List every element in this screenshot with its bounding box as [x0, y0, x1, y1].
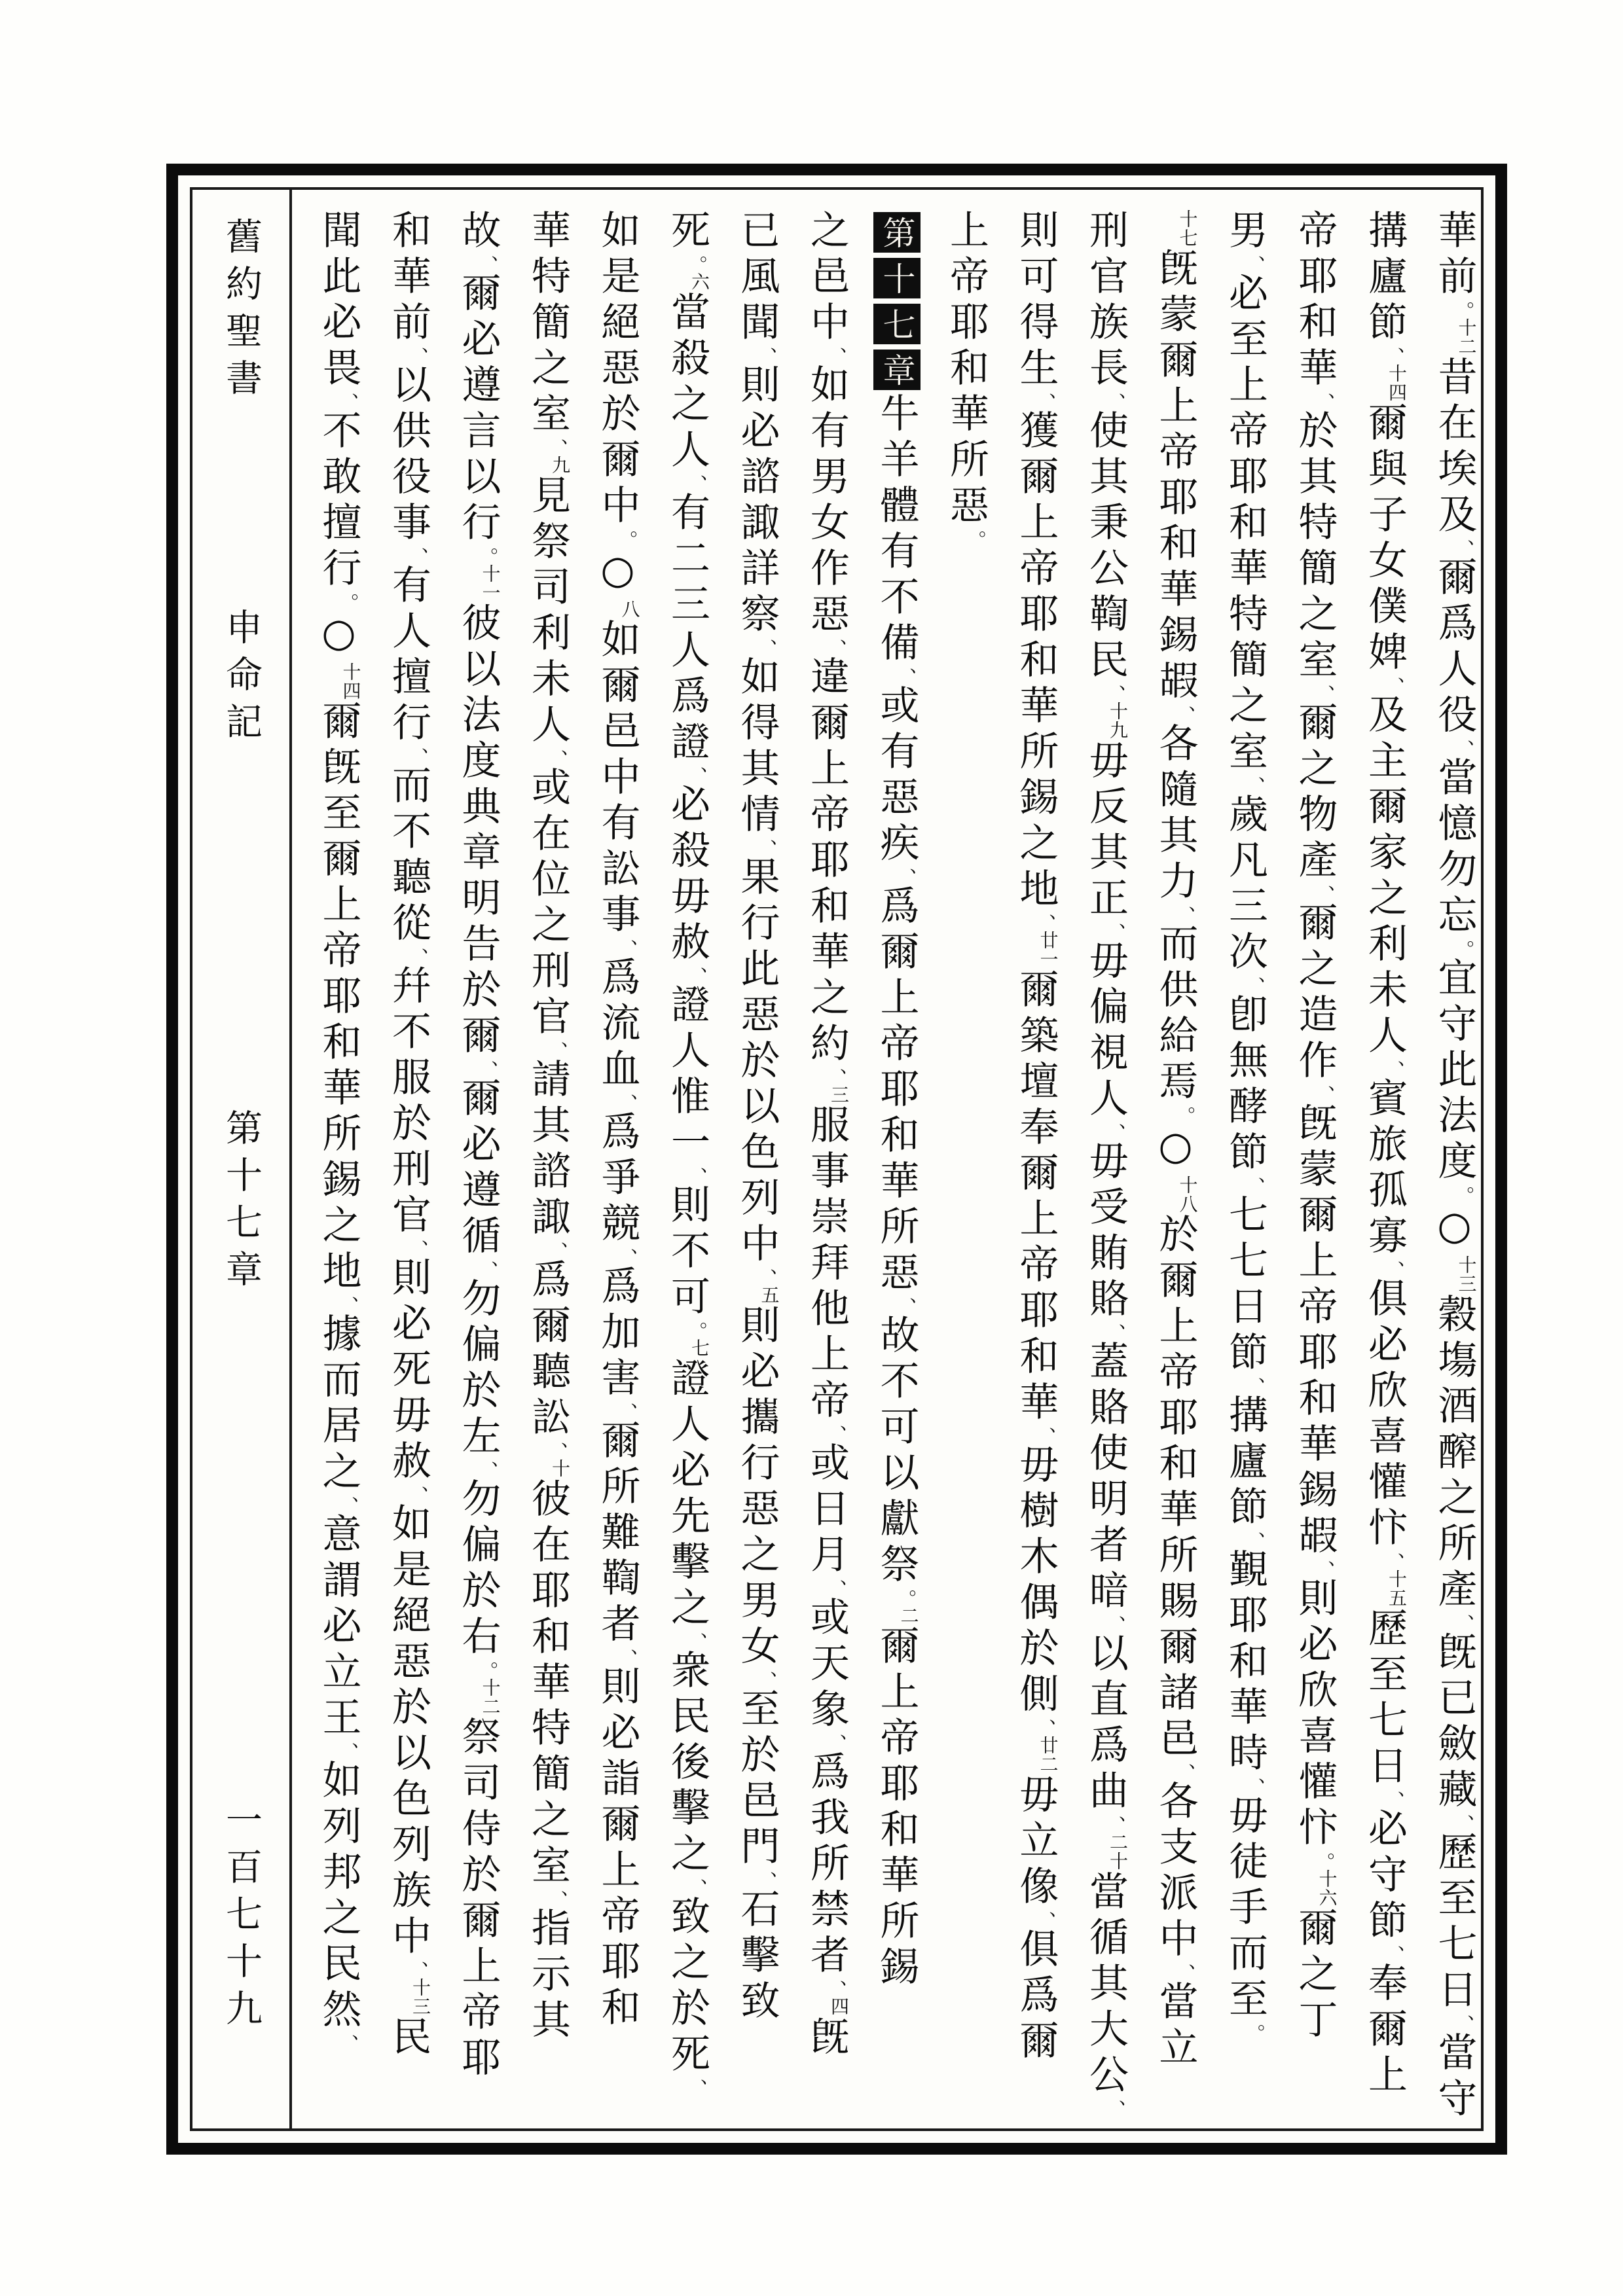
text-run: 已風聞 — [734, 209, 780, 347]
punctuation-mark: 、 — [1381, 1945, 1404, 1965]
punctuation-mark: 。 — [684, 1321, 707, 1341]
text-run: 證人必先擊之 — [665, 1357, 710, 1632]
text-run: 死 — [665, 209, 710, 255]
text-run: 宜守此法度 — [1431, 957, 1478, 1186]
punctuation-mark: 、 — [1103, 1323, 1125, 1343]
text-run: 有人擅行 — [386, 564, 431, 747]
punctuation-mark: 、 — [1242, 977, 1265, 996]
text-run: 毋反其正 — [1083, 740, 1129, 923]
text-run: 服事崇拜他上帝 — [804, 1104, 850, 1425]
text-run: 則必死毋赦 — [386, 1257, 431, 1486]
text-run: 指示其 — [525, 1907, 571, 2045]
text-run: 如有男女作惡 — [804, 364, 850, 639]
punctuation-mark: 、 — [824, 1068, 847, 1088]
text-run: 爲我所禁者 — [804, 1751, 850, 1980]
punctuation-mark: 、 — [475, 1060, 498, 1080]
text-run: ○ — [316, 610, 362, 662]
text-run: 彼以法度典章明告於爾 — [455, 602, 501, 1060]
text-run: 於其特簡之室 — [1292, 410, 1338, 685]
text-column — [932, 209, 1002, 2109]
text-run: 卽無酵節 — [1222, 994, 1268, 1177]
text-run: 而供給焉 — [1152, 923, 1199, 1106]
verse-number: 十九 — [1107, 702, 1129, 740]
inner-border — [190, 187, 1484, 2131]
punctuation-mark: 、 — [1451, 1814, 1474, 1834]
text-run: 爾必遵循 — [455, 1077, 501, 1261]
verse-number: 十五 — [1386, 1570, 1408, 1607]
punctuation-mark: 。 — [475, 547, 498, 567]
text-run: 以供役事 — [386, 364, 431, 547]
text-run: 各支派中 — [1152, 1780, 1199, 1964]
punctuation-mark: 、 — [684, 475, 707, 494]
punctuation-mark: 、 — [405, 347, 428, 367]
text-run: 或天象 — [804, 1596, 850, 1734]
text-run: 華前 — [1431, 209, 1478, 301]
punctuation-mark: 、 — [1381, 347, 1404, 367]
text-run: 牛羊體有不備 — [873, 393, 920, 668]
punctuation-mark: 、 — [1381, 1791, 1404, 1810]
text-run: 旣蒙爾上帝耶和華錫嘏 — [1152, 247, 1199, 706]
text-run: 俱必欣喜懽忭 — [1362, 1278, 1408, 1552]
text-run: 或在位之刑官 — [525, 766, 571, 1041]
punctuation-mark: 、 — [1451, 2015, 1474, 2034]
text-column — [792, 209, 862, 2109]
verse-number: 十一 — [479, 564, 501, 602]
punctuation-mark: 、 — [335, 2034, 359, 2054]
punctuation-mark: 、 — [893, 868, 917, 888]
text-run: 不敢擅行 — [316, 410, 362, 593]
text-run: 搆廬節 — [1222, 1394, 1268, 1532]
chapter-heading-box: 十 — [873, 258, 921, 298]
punctuation-mark: 、 — [545, 1041, 568, 1061]
punctuation-mark: 、 — [754, 1671, 777, 1691]
text-run: 則必攜行惡之男女 — [734, 1304, 780, 1671]
text-run: 致之於死 — [665, 1895, 710, 2079]
text-run: 有二三人爲證 — [665, 492, 710, 766]
verse-number: 五 — [758, 1285, 780, 1304]
punctuation-mark: 、 — [614, 1403, 638, 1422]
punctuation-mark: 。 — [1311, 1852, 1335, 1872]
punctuation-mark: 、 — [684, 1632, 707, 1652]
text-run: 如是絕惡於爾中 — [594, 209, 641, 530]
text-run: 當循其大公 — [1083, 1871, 1129, 2100]
text-run: 爾與子女僕婢 — [1362, 402, 1408, 677]
text-run: 當殺之人 — [665, 291, 710, 475]
text-run: 彼在耶和華特簡之室 — [525, 1478, 571, 1890]
text-run: 如得其情 — [734, 656, 780, 839]
text-run: 或日月 — [804, 1442, 850, 1579]
punctuation-mark: 、 — [1103, 1615, 1125, 1635]
punctuation-mark: 、 — [893, 668, 917, 687]
text-run: 爲爭競 — [594, 1111, 641, 1248]
punctuation-mark: 、 — [1032, 1911, 1056, 1931]
text-run: 賓旅孤寡 — [1362, 1077, 1408, 1261]
text-run: 則必詣爾上帝耶和 — [594, 1666, 641, 2032]
page-number: 一百七十九 — [220, 1801, 263, 2036]
text-run: 衆民後擊之 — [665, 1649, 710, 1878]
text-run: 旣已斂藏 — [1431, 1631, 1478, 1814]
punctuation-mark: 、 — [824, 639, 847, 658]
text-run: 爾之造作 — [1292, 902, 1338, 1085]
text-run: 各隨其力 — [1152, 723, 1199, 906]
verse-number: 十三 — [410, 1978, 431, 2016]
punctuation-mark: 、 — [545, 749, 568, 769]
punctuation-mark: 、 — [754, 1871, 777, 1891]
verse-number: 廿二 — [1037, 1736, 1059, 1774]
text-run: 如列邦之民然 — [316, 1759, 362, 2034]
punctuation-mark: 、 — [405, 1486, 428, 1505]
text-run: ○ — [594, 547, 641, 600]
text-run: 於爾上帝耶和華所賜爾諸邑 — [1152, 1213, 1199, 1763]
text-column — [304, 209, 374, 2109]
punctuation-mark: 、 — [1451, 539, 1474, 559]
text-column — [583, 209, 653, 2109]
text-run: 則必欣喜懽忭 — [1292, 1577, 1338, 1852]
verse-number: 十二 — [1455, 318, 1478, 356]
text-run: 證人惟一 — [665, 984, 710, 1167]
text-column — [862, 209, 932, 2109]
verse-number: 三 — [828, 1085, 850, 1104]
punctuation-mark: 、 — [1103, 1816, 1125, 1835]
text-run: 及主爾家之利未人 — [1362, 694, 1408, 1060]
text-run: 或有惡疾 — [873, 685, 920, 868]
punctuation-mark: 。 — [893, 1589, 917, 1609]
punctuation-mark: 、 — [545, 1442, 568, 1462]
text-run: 毋樹木偶於側 — [1013, 1444, 1059, 1719]
text-run: 歷至七日 — [1431, 1831, 1478, 2015]
punctuation-mark: 、 — [545, 1890, 568, 1910]
text-run: 如是絕惡於以色列族中 — [386, 1503, 431, 1961]
verse-number: 十六 — [1316, 1869, 1338, 1907]
punctuation-mark: 、 — [1103, 2100, 1125, 2119]
punctuation-mark: 、 — [1381, 1060, 1404, 1080]
text-run: 爾之物產 — [1292, 702, 1338, 885]
text-run: 必至上帝耶和華特簡之室 — [1222, 272, 1268, 776]
punctuation-mark: 、 — [684, 1167, 707, 1187]
verse-number: 十八 — [1176, 1175, 1199, 1213]
text-run: 男 — [1222, 209, 1268, 255]
text-run: 民 — [386, 2016, 431, 2062]
verse-number: 十 — [549, 1459, 571, 1478]
text-run: 穀塲酒醡之所產 — [1431, 1293, 1478, 1614]
text-column — [722, 209, 792, 2109]
text-run: 必守節 — [1362, 1808, 1408, 1945]
punctuation-mark: 、 — [1032, 393, 1056, 412]
verse-number: 二十 — [1107, 1833, 1129, 1871]
verse-number: 二 — [898, 1606, 920, 1625]
book-name: 申命記 — [220, 608, 263, 749]
text-run: 歷至七日 — [1362, 1607, 1408, 1791]
punctuation-mark: 、 — [1103, 1123, 1125, 1143]
punctuation-mark: 、 — [684, 1878, 707, 1898]
text-run: 違爾上帝耶和華之約 — [804, 656, 850, 1068]
text-column — [513, 209, 583, 2109]
punctuation-mark: 、 — [614, 1649, 638, 1668]
text-run: 故 — [455, 209, 501, 255]
text-run: 毋偏視人 — [1083, 940, 1129, 1123]
text-run: 刑官族長 — [1083, 209, 1129, 393]
punctuation-mark: 、 — [754, 1268, 777, 1288]
page-border — [166, 164, 1507, 2155]
text-run: 爾築壇奉爾上帝耶和華 — [1013, 969, 1059, 1427]
punctuation-mark: 、 — [1311, 1085, 1335, 1105]
punctuation-mark: 、 — [405, 747, 428, 767]
text-run: 勿偏於左 — [455, 1278, 501, 1461]
punctuation-mark: 、 — [614, 939, 638, 959]
text-run: 當守 — [1431, 2032, 1478, 2123]
punctuation-mark: 、 — [1242, 255, 1265, 275]
text-run: 幷不服於刑官 — [386, 965, 431, 1240]
punctuation-mark: 、 — [754, 639, 777, 658]
punctuation-mark: 、 — [1242, 776, 1265, 796]
text-run: 帝耶和華 — [1292, 209, 1338, 393]
text-run: 獲爾上帝耶和華所錫之地 — [1013, 410, 1059, 914]
text-run: 必殺毋赦 — [665, 783, 710, 967]
text-run: 爾旣至爾上帝耶和華所錫之地 — [316, 700, 362, 1296]
text-run: 和華前 — [386, 209, 431, 347]
punctuation-mark: 、 — [1172, 1763, 1195, 1783]
text-run: 則不可 — [665, 1184, 710, 1321]
punctuation-mark: 、 — [475, 1461, 498, 1480]
punctuation-mark: 、 — [754, 347, 777, 367]
punctuation-mark: 、 — [475, 255, 498, 275]
punctuation-mark: 、 — [1032, 914, 1056, 933]
text-run: 故不可以獻祭 — [873, 1314, 920, 1589]
punctuation-mark: 、 — [824, 347, 847, 367]
text-run: 歲凡三次 — [1222, 793, 1268, 977]
text-run: 昔在埃及 — [1431, 356, 1478, 539]
text-run: 旣 — [804, 2016, 850, 2062]
page-content — [192, 190, 1481, 2128]
text-run: 據而居之 — [316, 1313, 362, 1496]
punctuation-mark: 。 — [1451, 940, 1474, 960]
text-run: 旣蒙爾上帝耶和華錫嘏 — [1292, 1102, 1338, 1560]
punctuation-mark: 。 — [1172, 1106, 1195, 1126]
punctuation-mark: 、 — [1381, 677, 1404, 696]
book-title: 舊約聖書 — [220, 217, 263, 406]
text-run: 華特簡之室 — [525, 209, 571, 439]
punctuation-mark: 、 — [1311, 885, 1335, 905]
punctuation-mark: 、 — [335, 1296, 359, 1316]
text-column — [1419, 209, 1489, 2123]
punctuation-mark: 、 — [1242, 1532, 1265, 1551]
punctuation-mark: 、 — [475, 1261, 498, 1280]
chapter-heading-box: 章 — [873, 350, 921, 390]
punctuation-mark: 、 — [1451, 740, 1474, 759]
punctuation-mark: 、 — [1311, 393, 1335, 412]
punctuation-mark: 、 — [335, 1496, 359, 1516]
text-run: 爾上帝耶和華所錫 — [873, 1625, 920, 1992]
text-column — [374, 209, 444, 2109]
text-run: 奉爾上 — [1362, 1962, 1408, 2100]
text-run: 而不聽從 — [386, 764, 431, 948]
text-run: 上帝耶和華所惡 — [943, 209, 989, 530]
text-run: 當立 — [1152, 1981, 1199, 2072]
punctuation-mark: 、 — [824, 1980, 847, 2000]
punctuation-mark: 、 — [684, 2079, 707, 2098]
punctuation-mark: 、 — [405, 1240, 428, 1259]
verse-number: 四 — [828, 1997, 850, 2016]
verse-number: 十四 — [340, 662, 362, 700]
punctuation-mark: 、 — [1172, 706, 1195, 725]
verse-number: 十七 — [1176, 209, 1199, 247]
verse-number: 十二 — [479, 1678, 501, 1716]
text-run: 果行此惡於以色列中 — [734, 856, 780, 1268]
text-run: 則必諮諏詳察 — [734, 364, 780, 639]
punctuation-mark: 。 — [1451, 301, 1474, 321]
chapter-label: 第十七章 — [220, 1109, 263, 1297]
text-run: 爾所難鞫者 — [594, 1420, 641, 1649]
punctuation-mark: 。 — [963, 530, 986, 550]
text-run: 搆廬節 — [1362, 209, 1408, 347]
text-run: 爲爾上帝耶和華所惡 — [873, 885, 920, 1297]
punctuation-mark: 、 — [335, 393, 359, 412]
text-run: 毋受賄賂 — [1083, 1140, 1129, 1323]
punctuation-mark: 、 — [1172, 906, 1195, 925]
text-run: 則可得生 — [1013, 209, 1059, 393]
punctuation-mark: 。 — [614, 530, 638, 550]
text-column — [1071, 209, 1141, 2119]
text-column — [1001, 209, 1071, 2109]
text-column — [1211, 209, 1281, 2109]
punctuation-mark: 。 — [335, 593, 359, 613]
punctuation-mark: 、 — [1032, 1427, 1056, 1446]
punctuation-mark: 、 — [1311, 685, 1335, 704]
text-run: 如爾邑中有訟事 — [594, 619, 641, 939]
punctuation-mark: 、 — [1103, 923, 1125, 942]
text-column — [443, 209, 513, 2109]
punctuation-mark: 。 — [1242, 2024, 1265, 2043]
punctuation-mark: 、 — [545, 1242, 568, 1261]
text-run: 爲爾聽訟 — [525, 1259, 571, 1442]
punctuation-mark: 、 — [405, 948, 428, 967]
text-run: 俱爲爾 — [1013, 1928, 1059, 2066]
punctuation-mark: 。 — [475, 1661, 498, 1681]
text-column — [1140, 209, 1211, 2109]
text-run: 覲耶和華時 — [1222, 1549, 1268, 1778]
text-run: 勿偏於右 — [455, 1478, 501, 1661]
text-run: 毋立像 — [1013, 1774, 1059, 1911]
punctuation-mark: 、 — [893, 1297, 917, 1317]
punctuation-mark: 、 — [405, 547, 428, 567]
text-run: 之邑中 — [804, 209, 850, 347]
text-column — [1280, 209, 1350, 2109]
punctuation-mark: 、 — [1242, 1177, 1265, 1196]
punctuation-mark: 、 — [684, 766, 707, 786]
punctuation-mark: 、 — [824, 1734, 847, 1753]
text-run: 聞此必畏 — [316, 209, 362, 393]
chapter-heading-box: 七 — [873, 304, 921, 344]
chapter-heading-box: 第 — [873, 212, 921, 253]
verse-number: 七 — [689, 1338, 710, 1357]
text-run: 爾爲人役 — [1431, 556, 1478, 740]
punctuation-mark: 、 — [1032, 1719, 1056, 1738]
text-run: 爲加害 — [594, 1265, 641, 1403]
verse-number: 八 — [619, 600, 641, 619]
punctuation-mark: 、 — [824, 1579, 847, 1599]
text-run: 爾必遵言以行 — [455, 272, 501, 547]
punctuation-mark: 、 — [614, 1094, 638, 1113]
verse-number: 六 — [689, 272, 710, 291]
punctuation-mark: 。 — [684, 255, 707, 275]
punctuation-mark: 、 — [1242, 1778, 1265, 1797]
text-run: 石擊致 — [734, 1888, 780, 2026]
verse-number: 九 — [549, 456, 571, 475]
text-run: 七七日節 — [1222, 1194, 1268, 1377]
verse-number: 十四 — [1386, 364, 1408, 402]
punctuation-mark: 。 — [1451, 1186, 1474, 1206]
punctuation-mark: 、 — [754, 839, 777, 859]
text-column — [1350, 209, 1420, 2109]
punctuation-mark: 、 — [684, 967, 707, 986]
punctuation-mark: 、 — [545, 439, 568, 458]
text-run: ○ — [1152, 1123, 1199, 1175]
punctuation-mark: 、 — [335, 1742, 359, 1762]
verse-number: 廿一 — [1037, 931, 1059, 969]
text-run: 爾之丁 — [1292, 1907, 1338, 2045]
punctuation-mark: 、 — [1451, 1614, 1474, 1634]
text-run: 爲流血 — [594, 956, 641, 1094]
text-run: 當憶勿忘 — [1431, 757, 1478, 940]
text-run: 使其秉公鞫民 — [1083, 410, 1129, 685]
punctuation-mark: 、 — [1103, 685, 1125, 704]
punctuation-mark: 、 — [824, 1425, 847, 1444]
text-column — [653, 209, 723, 2109]
text-run: ○ — [1431, 1203, 1478, 1255]
punctuation-mark: 、 — [1242, 1377, 1265, 1397]
text-run: 蓋賂使明者暗 — [1083, 1340, 1129, 1615]
text-run: 至於邑門 — [734, 1688, 780, 1871]
punctuation-mark: 、 — [1172, 1964, 1195, 1983]
text-run: 見祭司利未人 — [525, 475, 571, 749]
punctuation-mark: 、 — [1381, 1261, 1404, 1280]
text-run: 祭司侍於爾上帝耶 — [455, 1716, 501, 2083]
punctuation-mark: 、 — [1103, 393, 1125, 412]
text-columns — [292, 190, 1513, 2128]
punctuation-mark: 、 — [1311, 1560, 1335, 1580]
text-run: 以直爲曲 — [1083, 1632, 1129, 1816]
punctuation-mark: 、 — [1381, 1552, 1404, 1572]
punctuation-mark: 、 — [405, 1961, 428, 1981]
punctuation-mark: 、 — [614, 1248, 638, 1268]
text-run: 請其諮諏 — [525, 1058, 571, 1242]
text-run: 意謂必立王 — [316, 1513, 362, 1742]
text-run: 毋徒手而至 — [1222, 1795, 1268, 2024]
verse-number: 十三 — [1455, 1255, 1478, 1293]
margin-column — [192, 190, 292, 2128]
